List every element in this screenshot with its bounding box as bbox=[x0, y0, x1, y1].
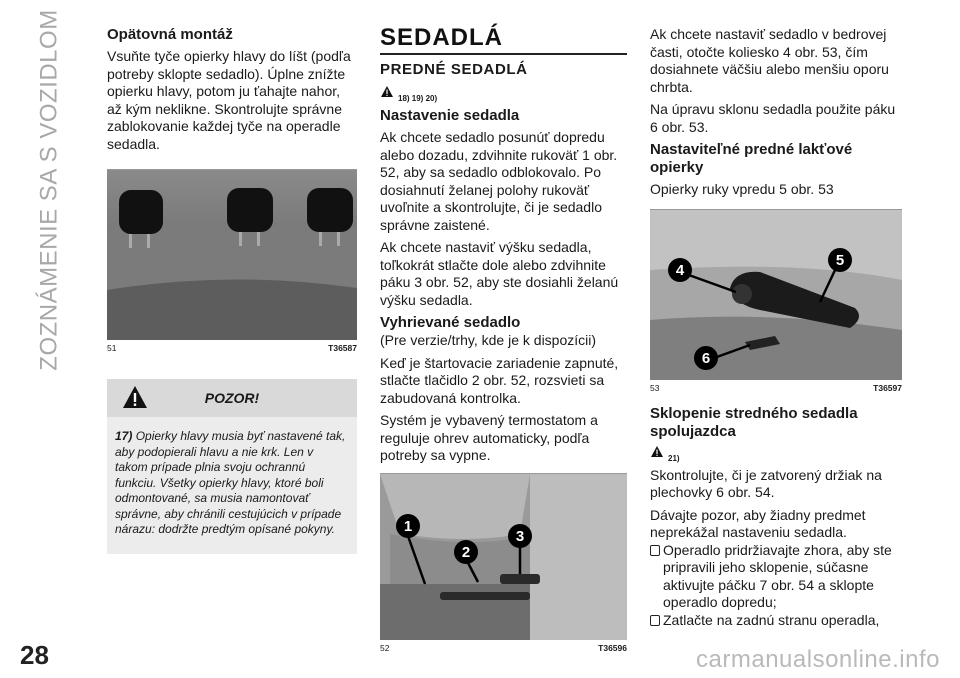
checkbox-bullet-icon bbox=[650, 545, 660, 556]
step-text: Operadlo pridržiavajte zhora, aby ste pripravili jeho sklopenie, súčasne aktivujte páčku 7 obr. 54 a sklopte operadlo dopredu; bbox=[663, 541, 892, 610]
callout-3: 3 bbox=[515, 527, 525, 545]
step-list-item bbox=[650, 612, 902, 630]
seat-adjustment-paragraph: Ak chcete sedadlo posunúť dopredu alebo dozadu, zdvihnite rukoväť 1 obr. 52, aby sa sedadlo odblokovalo. Po dosiahnutí želanej polohy rukoväť uvoľnite a skontrolujte, či je sedadlo správne zaistené. bbox=[380, 129, 618, 233]
column-left bbox=[107, 26, 357, 554]
heated-seat-paragraph: Keď je štartovacie zariadenie zapnuté, stlačte tlačidlo 2 obr. 52, rozsvieti sa zabudovaná kontrolka. bbox=[380, 354, 619, 406]
heated-seat-note: (Pre verzie/trhy, kde je k dispozícii) bbox=[380, 332, 597, 348]
column-middle bbox=[380, 26, 627, 653]
page-number: 28 bbox=[20, 640, 49, 670]
figure-number: 53 bbox=[650, 382, 660, 393]
figure-code: T36597 bbox=[873, 382, 902, 393]
heading-seat-adjustment: Nastavenie sedadla bbox=[380, 107, 520, 124]
callout-1: 1 bbox=[403, 517, 413, 535]
armrests-paragraph: Opierky ruky vpredu 5 obr. 53 bbox=[650, 181, 834, 197]
refs-numbers: 18) 19) 20) bbox=[398, 94, 438, 103]
checkbox-bullet-icon bbox=[650, 615, 660, 626]
figure-53 bbox=[650, 209, 902, 393]
thermostat-paragraph: Systém je vybavený termostatom a reguluje ohrev automaticky, podľa potreby sa vypne. bbox=[380, 412, 598, 463]
warning-box bbox=[107, 379, 357, 554]
lumbar-paragraph: Ak chcete nastaviť sedadlo v bedrovej časti, otočte koliesko 4 obr. 53, čím dosiahnete väčšiu alebo menšiu oporu chrbta. bbox=[650, 26, 889, 95]
callout-2: 2 bbox=[461, 543, 471, 561]
warning-body: Opierky hlavy musia byť nastavené tak, aby podopierali hlavu a nie krk. Len v takom prípade plnia svoju ochrannú funkciu. Všetky opierky hlavy, ktoré boli odmontované, sa musia namontovať správne, aby chránili cestujúcich v prípade nárazu: dodržte predtým opísané pokyny. bbox=[115, 429, 346, 536]
figure-code: T36596 bbox=[598, 642, 627, 653]
armrest-photo bbox=[650, 210, 902, 380]
obstruction-paragraph: Dávajte pozor, aby žiadny predmet neprekážal nastaveniu sedadla. bbox=[650, 506, 866, 540]
refs-numbers: 21) bbox=[668, 453, 680, 463]
figure-number: 51 bbox=[107, 343, 117, 353]
warning-refs bbox=[650, 445, 902, 463]
seat-height-paragraph: Ak chcete nastaviť výšku sedadla, toľkokrát stlačte dole alebo zdvihnite páku 3 obr. 52, aby ste dosiahli želanú výšku sedadla. bbox=[380, 239, 619, 308]
can-holder-paragraph: Skontrolujte, či je zatvorený držiak na plechovky 6 obr. 54. bbox=[650, 466, 882, 500]
callout-4: 4 bbox=[675, 261, 685, 279]
step-list-item bbox=[650, 542, 902, 612]
callout-6: 6 bbox=[701, 349, 711, 367]
column-right bbox=[650, 26, 902, 629]
warning-triangle-icon bbox=[650, 445, 664, 463]
chapter-side-title: ZOZNÁMENIE SA S VOZIDLOM bbox=[36, 9, 64, 371]
figure-number: 52 bbox=[380, 642, 390, 653]
headrests-photo bbox=[107, 170, 357, 340]
recline-paragraph: Na úpravu sklonu sedadla použite páku 6 obr. 53. bbox=[650, 101, 896, 135]
watermark: carmanualsonline.info bbox=[696, 646, 940, 673]
warning-title: POZOR! bbox=[204, 390, 260, 406]
callout-5: 5 bbox=[835, 251, 845, 269]
figure-51 bbox=[107, 169, 357, 353]
heading-heated-seat: Vyhrievané sedadlo bbox=[380, 314, 521, 331]
warning-header bbox=[107, 379, 357, 417]
section-heading-reassembly: Opätovná montáž bbox=[107, 26, 233, 43]
reassembly-paragraph: Vsuňte tyče opierky hlavy do líšt (podľa potreby sklopte sedadlo). Úplne znížte opierku hlavy, potom ju ťahajte nahor, až kým neklikne. Skontrolujte správne zablokovanie každej tyče na operadle sedadla. bbox=[107, 48, 351, 152]
heading-armrests: Nastaviteľné predné lakťové opierky bbox=[650, 141, 853, 176]
figure-52 bbox=[380, 473, 627, 653]
heading-fold-middle-seat: Sklopenie stredného sedadla spolujazdca bbox=[650, 404, 858, 440]
warning-ref: 17) bbox=[115, 429, 133, 443]
seat-controls-photo bbox=[380, 474, 627, 640]
warning-triangle-icon bbox=[121, 384, 149, 415]
figure-code: T36587 bbox=[328, 343, 357, 353]
warning-triangle-icon bbox=[380, 85, 394, 103]
subsection-title-front-seats: PREDNÉ SEDADLÁ bbox=[380, 61, 528, 78]
warning-refs bbox=[380, 85, 627, 103]
warning-text bbox=[107, 417, 357, 554]
title-rule bbox=[380, 53, 627, 55]
step-text: Zatlačte na zadnú stranu operadla, bbox=[663, 611, 880, 628]
section-title-seats: SEDADLÁ bbox=[380, 24, 504, 51]
